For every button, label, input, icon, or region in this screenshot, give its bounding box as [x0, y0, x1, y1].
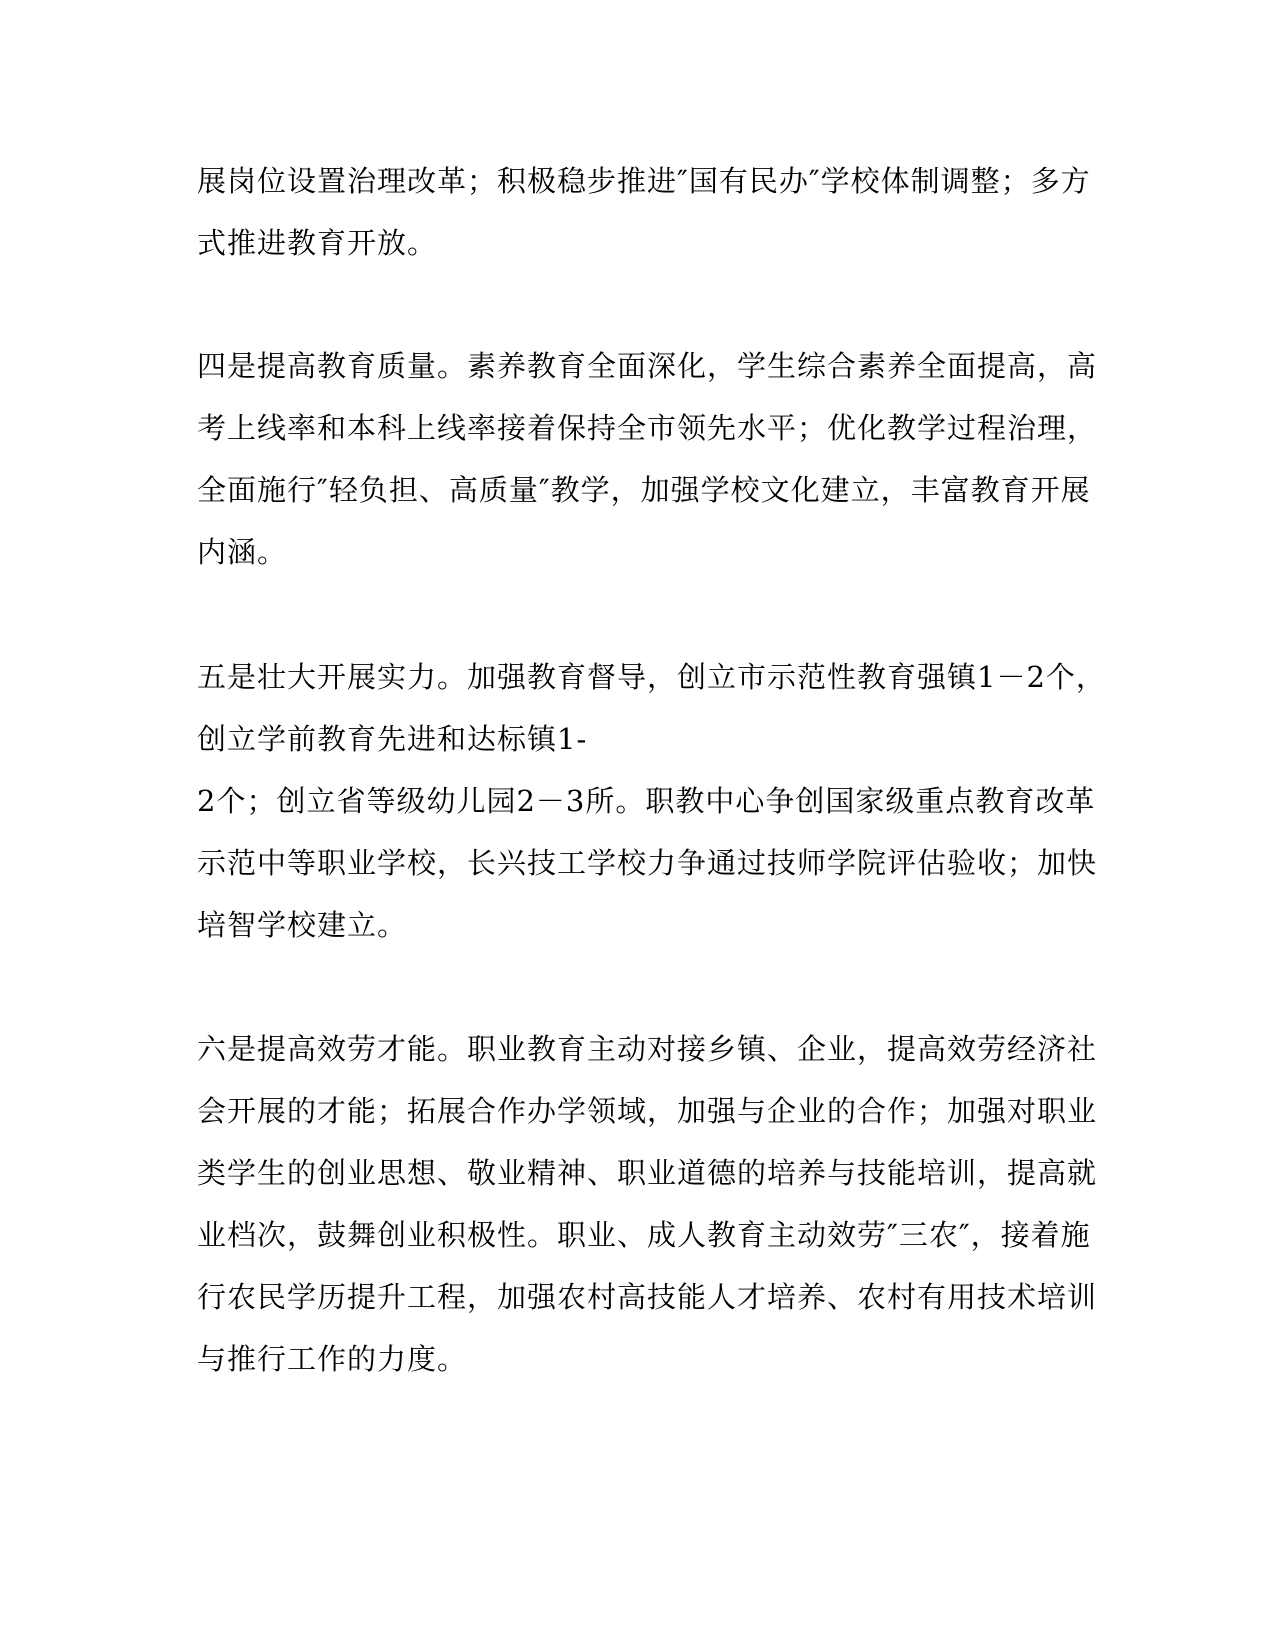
- text-line: 与推行工作的力度。: [197, 1342, 468, 1376]
- text-line: 六是提高效劳才能。职业教育主动对接乡镇、企业，提高效劳经济社: [197, 1032, 1098, 1066]
- text-line: 行农民学历提升工程，加强农村高技能人才培养、农村有用技术培训: [197, 1280, 1098, 1314]
- text-line: 类学生的创业思想、敬业精神、职业道德的培养与技能培训，提高就: [197, 1156, 1098, 1190]
- text-line: 业档次，鼓舞创业积极性。职业、成人教育主动效劳″三农″，接着施: [197, 1218, 1091, 1252]
- text-line: 会开展的才能；拓展合作办学领域，加强与企业的合作；加强对职业: [197, 1094, 1098, 1128]
- text-line: 四是提高教育质量。素养教育全面深化，学生综合素养全面提高，高: [197, 349, 1098, 383]
- text-line: 五是壮大开展实力。加强教育督导，创立市示范性教育强镇1－2个，: [197, 660, 1106, 694]
- text-line: 创立学前教育先进和达标镇1-: [197, 722, 588, 756]
- text-line: 考上线率和本科上线率接着保持全市领先水平；优化教学过程治理，: [197, 411, 1098, 445]
- text-line: 2个；创立省等级幼儿园2－3所。职教中心争创国家级重点教育改革: [197, 784, 1096, 818]
- text-line: 内涵。: [197, 535, 288, 569]
- text-line: 全面施行″轻负担、高质量″教学，加强学校文化建立，丰富教育开展: [197, 473, 1091, 507]
- text-line: 示范中等职业学校，长兴技工学校力争通过技师学院评估验收；加快: [197, 846, 1098, 880]
- text-line: 式推进教育开放。: [197, 226, 438, 260]
- text-line: 培智学校建立。: [197, 908, 408, 942]
- text-line: 展岗位设置治理改革；积极稳步推进″国有民办″学校体制调整；多方: [197, 164, 1091, 198]
